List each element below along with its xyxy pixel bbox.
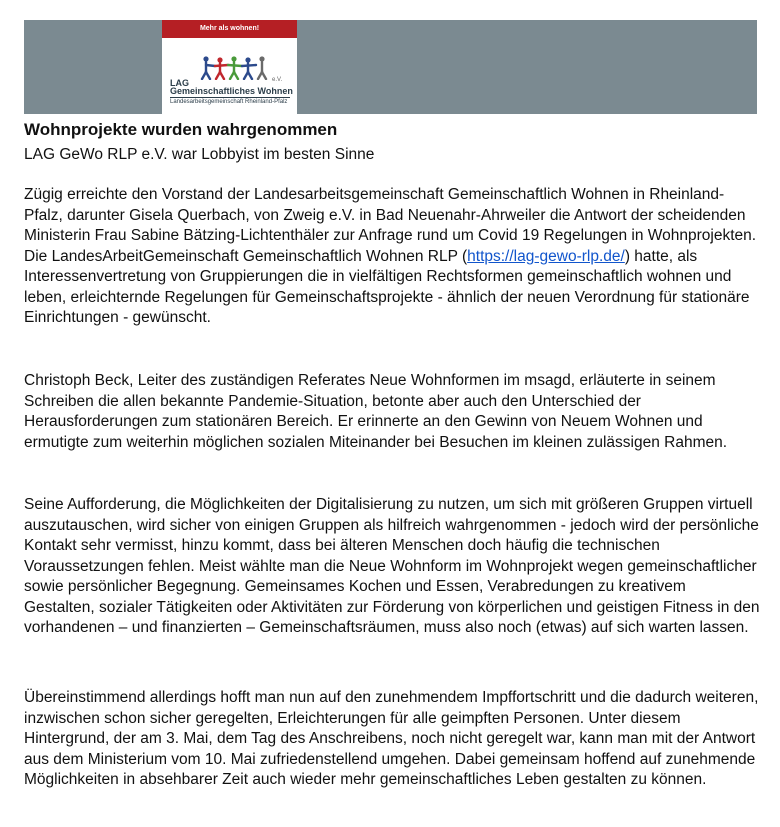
logo-divider <box>170 97 290 98</box>
lag-logo[interactable] <box>162 20 297 114</box>
paragraph-1-start: Zügig erreichte den Vorstand der Landesarbeitsgemeinschaft Gemeinschaftlich Wohnen in Rheinland-Pfalz, darunter Gisela Querbach, von Zweig e.V. in Bad Neuenahr-Ahrweiler die Antwort der scheidenden Ministerin Frau Sabine Bätzing-Lichtenthäler zur Anfrage rund um Covid 19 Regelungen in Wohnprojekten. Die LandesArbeitGemeinschaft Gemeinschaftlich Wohnen RLP ( <box>24 186 757 265</box>
header-banner <box>24 20 757 114</box>
paragraph-2: Christoph Beck, Leiter des zuständigen Referates Neue Wohnformen im msagd, erläuterte in seinem Schreiben die allen bekannte Pandemie-Situation, betonte aber auch den Unterschied der Herausforderungen zum stationären Bereich. Er erinnerte an den Gewinn von Neuem Wohnen und ermutigte zum weiterhin möglichen sozialen Miteinander bei Besuchen im kleinen zulässigen Rahmen. <box>24 372 728 451</box>
lag-gewo-link[interactable]: https://lag-gewo-rlp.de/ <box>467 247 625 265</box>
paragraph-3: Seine Aufforderung, die Möglichkeiten der Digitalisierung zu nutzen, um sich mit größeren Gruppen virtuell auszutauschen, wird sicher von einigen Gruppen als hilfreich wahrgenommen - jedoch wird der persönliche Kontakt sehr vermisst, hinzu kommt, dass bei älteren Menschen doch häufig die technischen Voraussetzungen fehlen. Meist wählte man die Neue Wohnform im Wohnprojekt wegen gemeinschaftlicher sowie persönlicher Begegnung. Gemeinsames Kochen und Essen, Verabredungen zu kreativem Gestalten, sozialer Tätigkeiten oder Aktivitäten zur Förderung von körperlichen und geistigen Fitness in den vorhandenen – und finanzierten – Gemeinschaftsräumen, muss also noch (etwas) auf sich warten lassen. <box>24 496 760 636</box>
people-icon <box>200 56 272 80</box>
logo-suffix: e.V. <box>272 77 283 83</box>
logo-abbr: LAG <box>170 78 189 88</box>
paragraph-1 <box>24 185 760 329</box>
paragraph-4: Übereinstimmend allerdings hofft man nun auf den zunehmendem Impffortschritt und die dadurch weiteren, inzwischen schon sicher geregelten, Erleichterungen für alle geimpften Personen. Unter diesem Hintergrund, der am 3. Mai, dem Tag des Anschreibens, noch nicht geregelt war, kann man mit der Antwort aus dem Ministerium vom 10. Mai zufriedenstellend umgehen. Dabei gemeinsam hoffend auf zunehmende Möglichkeiten in absehbarer Zeit auch wieder mehr gemeinschaftliches Leben gestalten zu können. <box>24 689 759 788</box>
logo-subtitle: Landesarbeitsgemeinschaft Rheinland-Pfalz <box>170 99 288 105</box>
paragraph-1-end: ) hatte, als Interessenvertretung von Gruppierungen die in vielfältigen Rechtsformen gemeinschaftlich wohnen und leben, erleichternde Regelungen für Gemeinschaftsprojekte - ähnlich der neuen Verordnung für stationäre Einrichtungen - gewünscht. <box>24 247 750 326</box>
logo-tagline: Mehr als wohnen! <box>162 20 297 38</box>
article-subtitle: LAG GeWo RLP e.V. war Lobbyist im besten Sinne <box>24 146 375 163</box>
article-title: Wohnprojekte wurden wahrgenommen <box>24 120 338 139</box>
logo-name: Gemeinschaftliches Wohnen <box>170 86 293 96</box>
